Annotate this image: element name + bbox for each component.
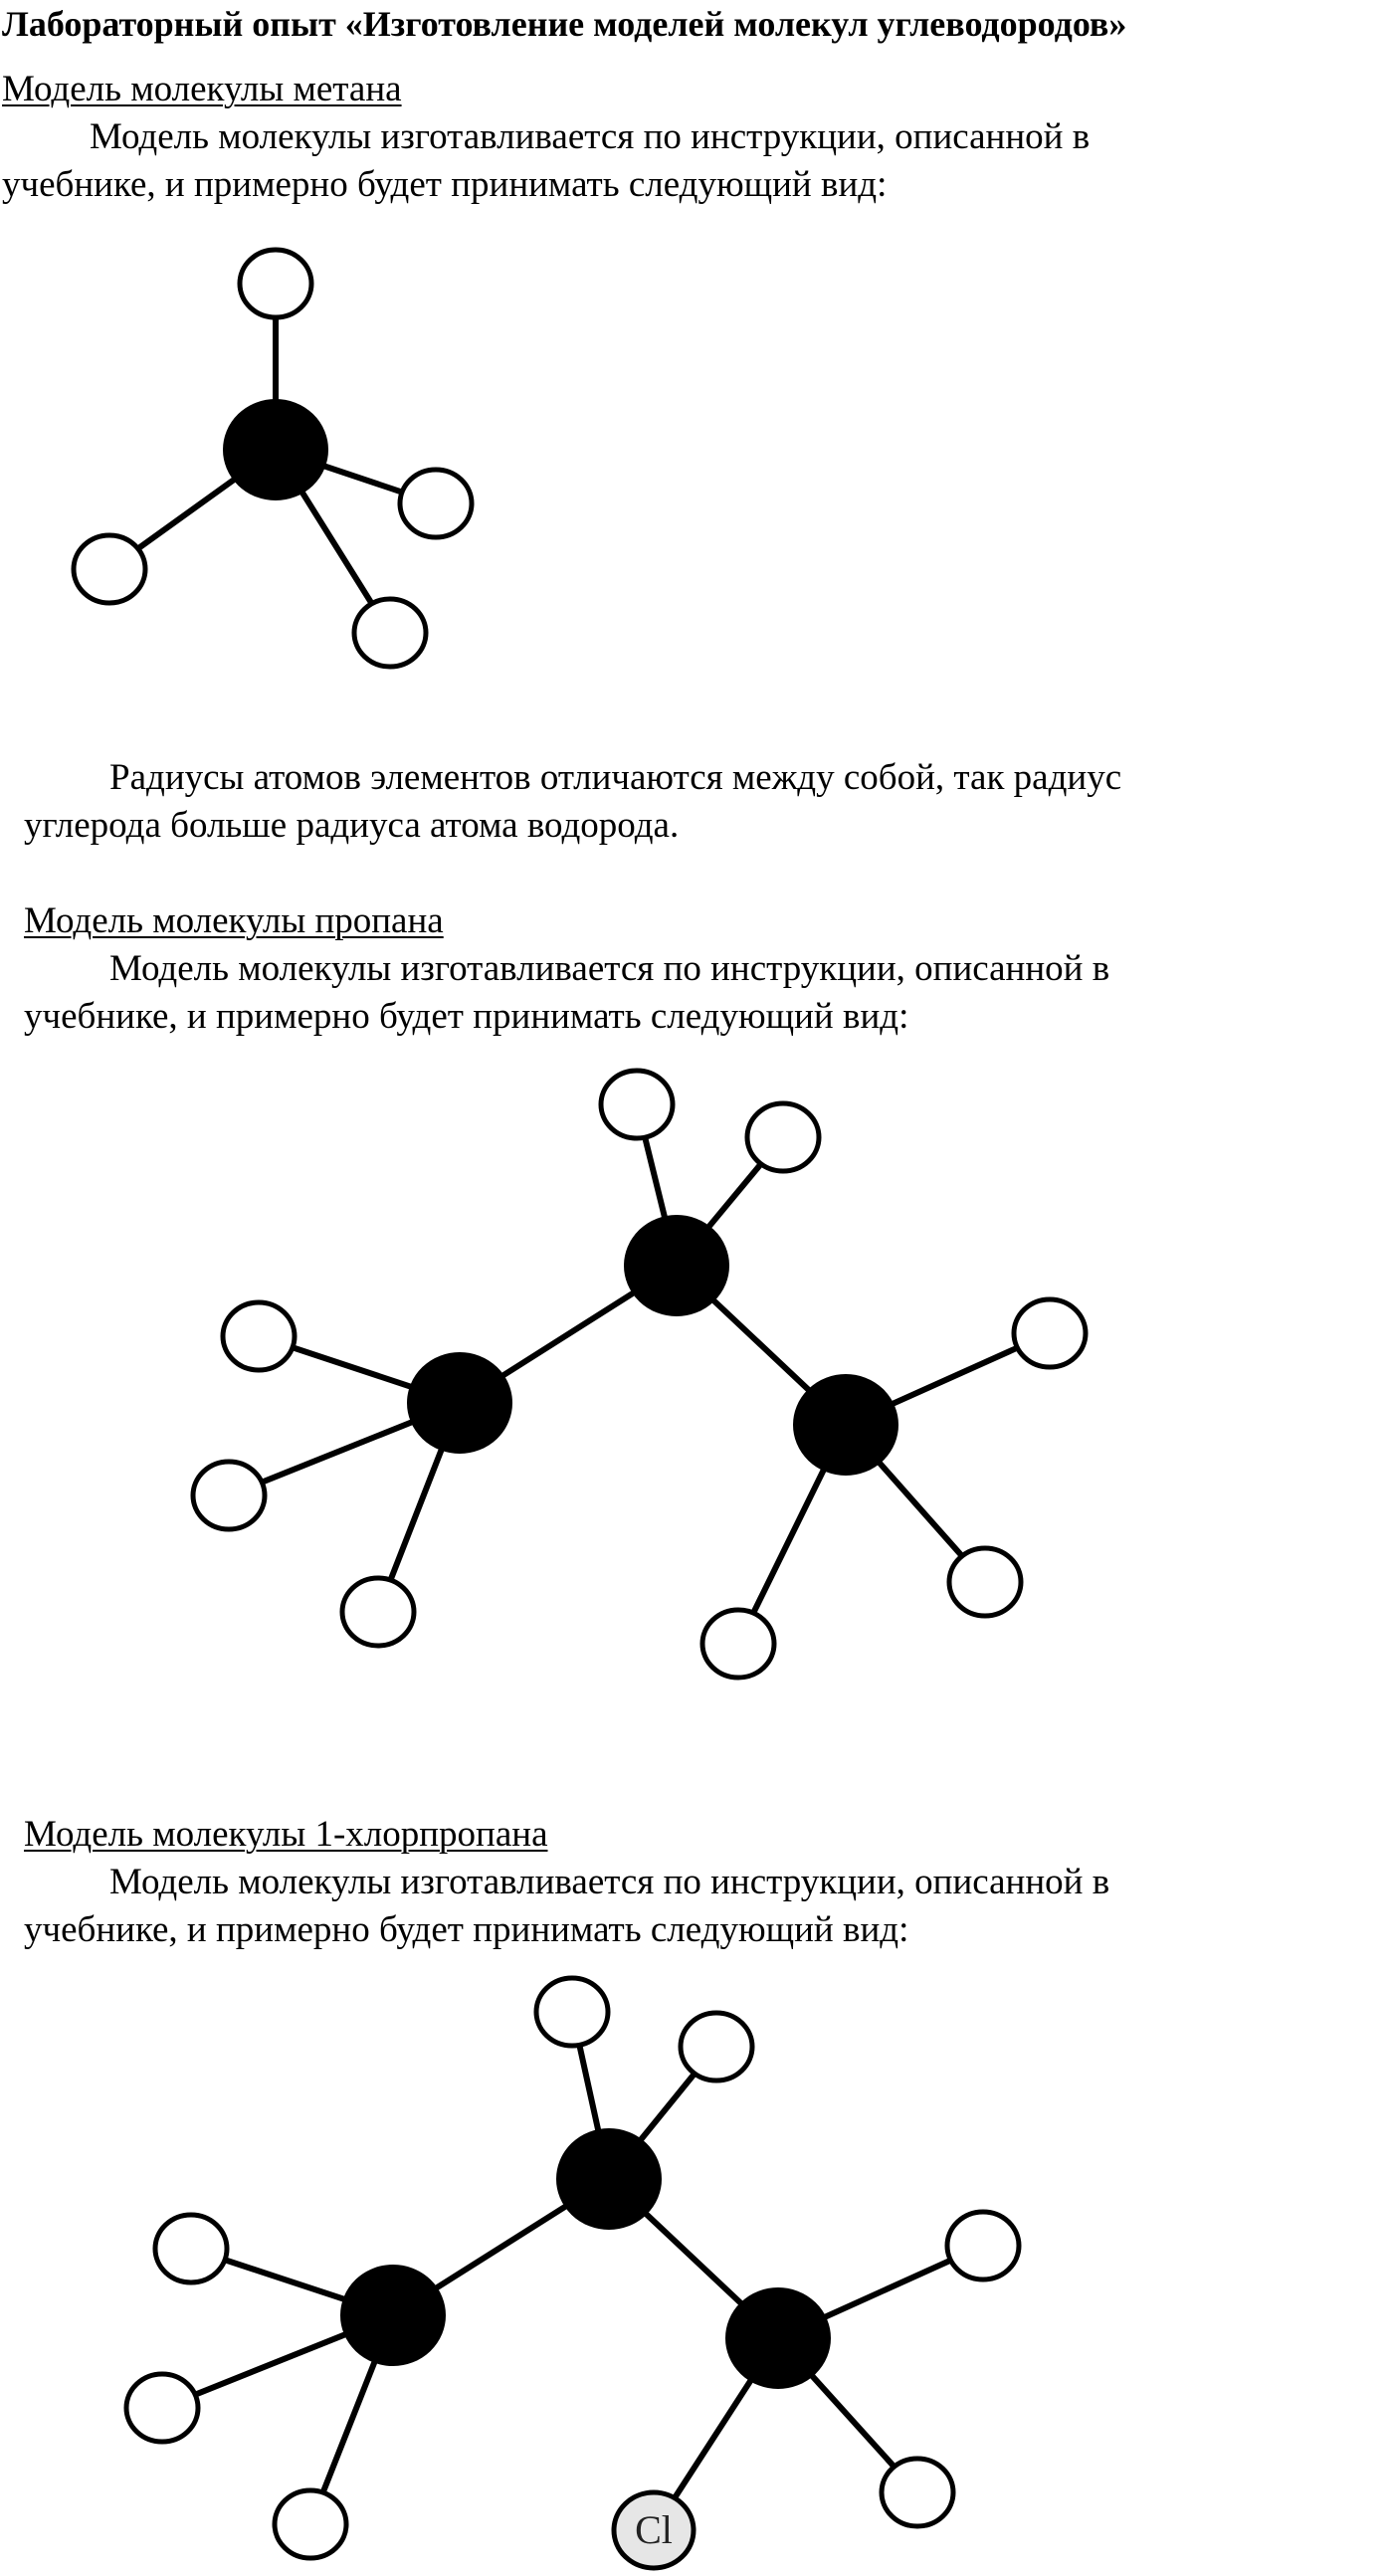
chloropropane-heading: Модель молекулы 1-хлорпропана [24,1814,548,1855]
radius-note-line1: Радиусы атомов элементов отличаются между собой, так радиус [109,757,1122,798]
methane-paragraph-line1: Модель молекулы изготавливается по инструкции, описанной в [90,116,1091,157]
hydrogen-atom [155,2215,227,2282]
carbon-atom [726,2288,830,2388]
propane-paragraph-line2: учебнике, и примерно будет принимать следующий вид: [24,996,909,1037]
hydrogen-atom [681,2013,752,2081]
carbon-atom [557,2129,661,2229]
methane-paragraph-line2: учебнике, и примерно будет принимать следующий вид: [2,164,888,205]
page-title: Лабораторный опыт «Изготовление моделей молекул углеводородов» [2,4,1127,44]
chloropropane-paragraph-line1: Модель молекулы изготавливается по инструкции, описанной в [109,1862,1110,1902]
propane-heading: Модель молекулы пропана [24,900,444,941]
hydrogen-atom [126,2374,198,2442]
methane-heading: Модель молекулы метана [2,69,402,109]
radius-note-line2: углерода больше радиуса атома водорода. [24,805,680,846]
hydrogen-atom [947,2212,1019,2279]
hydrogen-atom [275,2490,346,2558]
carbon-atom [341,2266,445,2365]
chloropropane-paragraph-line2: учебнике, и примерно будет принимать следующий вид: [24,1909,909,1950]
chlorine-label: Cl [635,2507,673,2552]
hydrogen-atom [536,1978,608,2046]
propane-paragraph-line1: Модель молекулы изготавливается по инструкции, описанной в [109,948,1110,989]
hydrogen-atom [882,2459,953,2526]
